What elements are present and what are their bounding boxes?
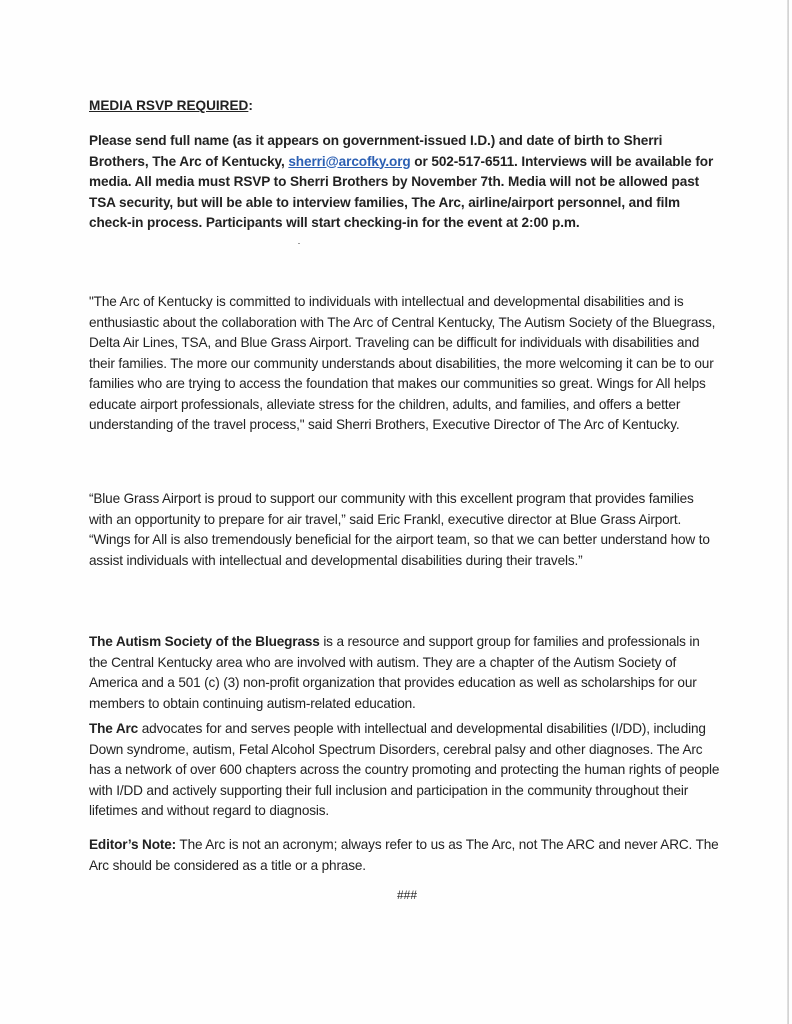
quote-blue-grass-airport: “Blue Grass Airport is proud to support our community with this excellent program that provides families with an opportunity to prepare for air travel,” said Eric Frankl, executive director at Blue Grass Airport. “Wings for All is also tremendously beneficial for the airport team, so that we can better understand how to assist individuals with intellectual and developmental disabilities during their travels.”	[89, 491, 710, 568]
media-rsvp-heading	[89, 96, 253, 116]
editors-note-paragraph	[89, 835, 725, 876]
end-mark	[89, 886, 719, 904]
media-rsvp-heading-text: MEDIA RSVP REQUIRED	[89, 98, 249, 113]
editors-note-label: Editor’s Note:	[89, 837, 177, 852]
media-rsvp-paragraph	[89, 131, 719, 234]
rsvp-text-before-email: Please send full name (as it appears on government-issued I.D.) and date of birth to Sherri Brothers, The Arc of Kentucky,	[89, 133, 663, 169]
end-mark-text: ###	[396, 888, 418, 902]
autism-society-name: The Autism Society of the Bluegrass	[89, 634, 320, 649]
autism-society-text: is a resource and support group for families and professionals in the Central Kentucky area who are involved with autism. They are a chapter of the Autism Society of America and a 501 (c) (3) non-profit organization that provides education as well as scholarships for our members to obtain continuing autism-related education.	[89, 634, 700, 711]
email-link[interactable]: sherri@arcofky.org	[288, 153, 411, 169]
the-arc-text: advocates for and serves people with intellectual and developmental disabilities (I/DD), including Down syndrome, autism, Fetal Alcohol Spectrum Disorders, cerebral palsy and other diagnoses. The Arc has a network of over 600 chapters across the country promoting and protecting the human rights of people with I/DD and actively supporting their full inclusion and participation in the community throughout their lifetimes and without regard to diagnosis.	[89, 721, 720, 818]
scan-speck	[298, 243, 300, 244]
scan-edge	[787, 0, 789, 1024]
quote-arc-kentucky: "The Arc of Kentucky is committed to individuals with intellectual and developmental disabilities and is enthusiastic about the collaboration with The Arc of Central Kentucky, The Autism Society of the Bluegrass, Delta Air Lines, TSA, and Blue Grass Airport. Traveling can be difficult for individuals with disabilities and their families. The more our community understands about disabilities, the more welcoming it can be to our families who are trying to access the foundation that makes our communities so great. Wings for All helps educate airport professionals, alleviate stress for the children, adults, and families, and offers a better understanding of the travel process," said Sherri Brothers, Executive Director of The Arc of Kentucky.	[89, 294, 716, 432]
rsvp-text-after-email: or 502-517-6511. Interviews will be available for media. All media must RSVP to Sherri Brothers by November 7th. Media will not be allowed past TSA security, but will be able to interview families, The Arc, airline/airport personnel, and film check-in process. Participants will start checking-in for the event at 2:00 p.m.	[89, 153, 714, 230]
media-rsvp-heading-colon: :	[248, 98, 253, 113]
the-arc-name: The Arc	[89, 721, 139, 736]
the-arc-paragraph	[89, 719, 725, 822]
editors-note-text: The Arc is not an acronym; always refer to us as The Arc, not The ARC and never ARC. The Arc should be considered as a title or a phrase.	[89, 837, 719, 873]
autism-society-paragraph	[89, 632, 721, 714]
